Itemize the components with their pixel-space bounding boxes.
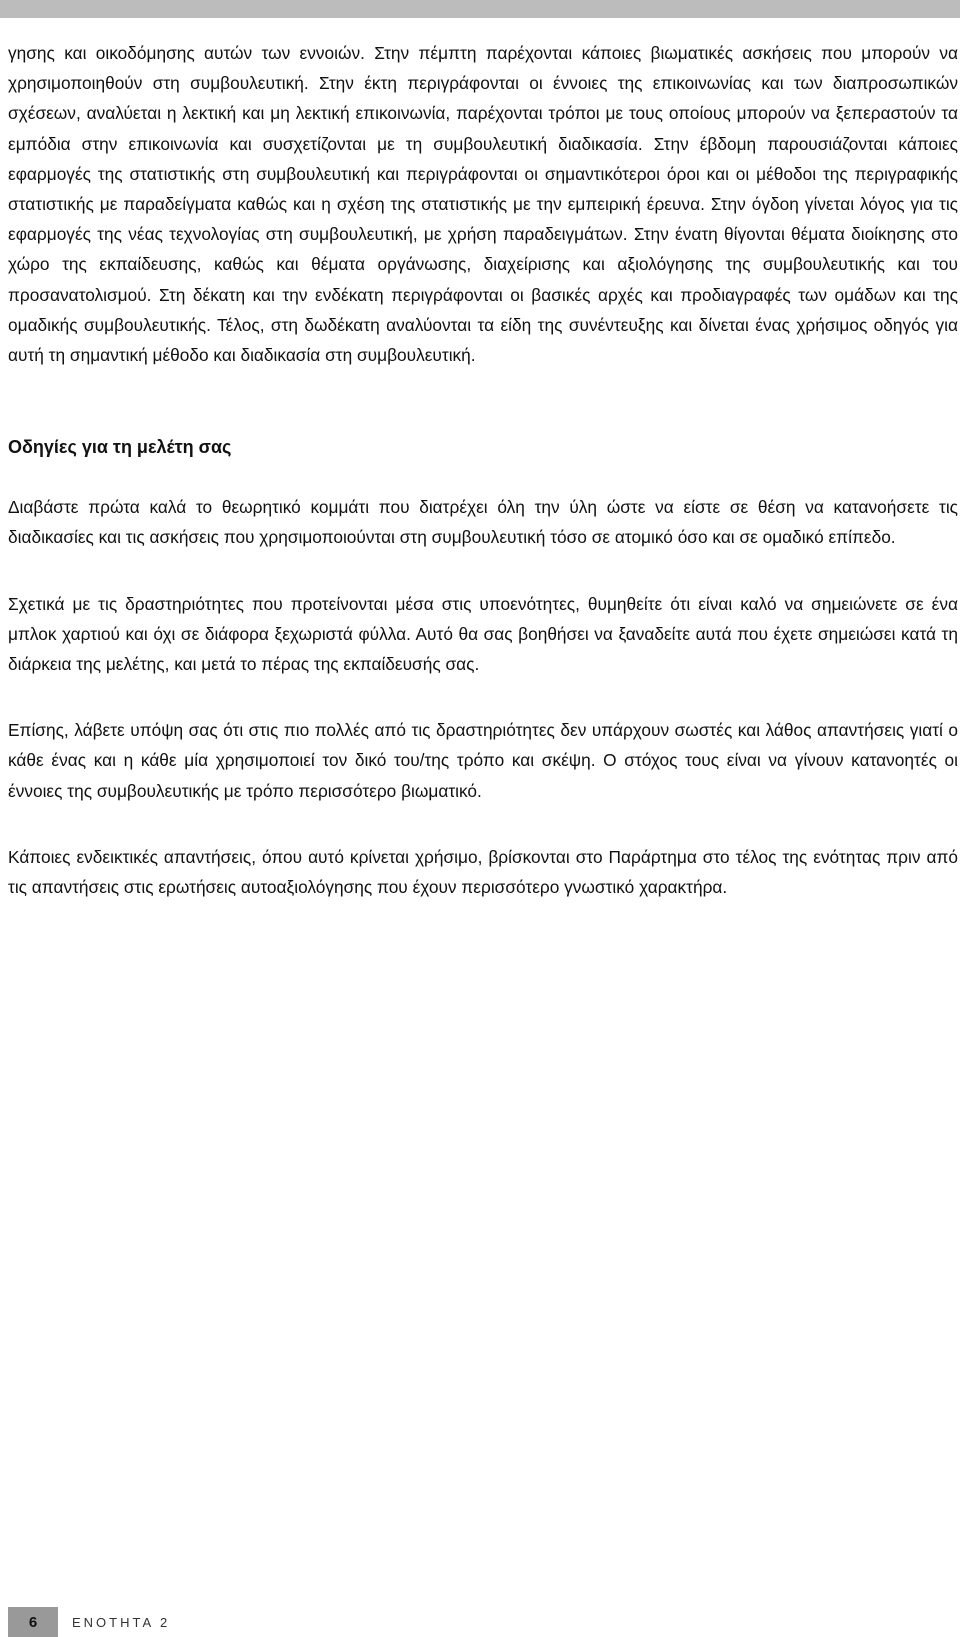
intro-paragraph: γησης και οικοδόμησης αυτών των εννοιών. Στην πέμπτη παρέχονται κάποιες βιωματικές ασκήσεις που μπορούν να χρησιμοποιηθούν στη συμβουλευτική. Στην έκτη περιγράφονται οι έννοιες της επικοινωνίας και των διαπροσωπικών σχέσεων, αναλύεται η λεκτική και μη λεκτική επικοινωνία, παρέχονται τρόποι με τους οποίους μπορούν να ξεπεραστούν τα εμπόδια στην επικοινωνία και συσχετίζονται με τη συμβουλευτική διαδικασία. Στην έβδομη παρουσιάζονται κάποιες εφαρμογές της στατιστικής στη συμβουλευτική και περιγράφονται οι σημαντικότεροι όροι και οι μέθοδοι της περιγραφικής στατιστικής με παραδείγματα καθώς και η σχέση της στατιστικής με την εμπειρική έρευνα. Στην όγδοη γίνεται λόγος για τις εφαρμογές της νέας τεχνολογίας στη συμβουλευτική, με χρήση παραδειγμάτων. Στην ένατη θίγονται θέματα διοίκησης στο χώρο της εκπαίδευσης, καθώς και θέματα οργάνωσης, διαχείρισης και αξιολόγησης της συμβουλευτικής και του προσανατολισμού. Στη δέκατη και την ενδέκατη περιγράφονται οι βασικές αρχές και προδιαγραφές των ομάδων και της ομαδικής συμβουλευτικής. Τέλος, στη δωδέκατη αναλύονται τα είδη της συνέντευξης και δίνεται ένας χρήσιμος οδηγός για αυτή τη σημαντική μέθοδο και διαδικασία στη συμβουλευτική. [8,43,958,366]
page-number: 6 [8,1607,58,1637]
instruction-paragraph-2: Σχετικά με τις δραστηριότητες που προτείνονται μέσα στις υποενότητες, θυμηθείτε ότι είναι καλό να σημειώνετε σε ένα μπλοκ χαρτιού και όχι σε διάφορα ξεχωριστά φύλλα. Αυτό θα σας βοηθήσει να ξαναδείτε αυτά που έχετε σημειώσει κατά τη διάρκεια της μελέτης, και μετά το πέρας της εκπαίδευσής σας. [8,593,958,675]
header-rule [0,0,960,18]
instruction-paragraph-3: Επίσης, λάβετε υπόψη σας ότι στις πιο πολλές από τις δραστηριότητες δεν υπάρχουν σωστές και λάθος απαντήσεις γιατί ο κάθε ένας και η κάθε μία χρησιμοποιεί τον δικό του/της τρόπο και σκέψη. Ο στόχος τους είναι να γίνουν κατανοητές οι έννοιες της συμβουλευτικής με τρόπο περισσότερο βιωματικό. [8,720,958,801]
section-label: ΕΝΟΤΗΤΑ 2 [72,1614,171,1630]
instruction-paragraph-1: Διαβάστε πρώτα καλά το θεωρητικό κομμάτι που διατρέχει όλη την ύλη ώστε να είστε σε θέση να κατανοήσετε τις διαδικασίες και τις ασκήσεις που χρησιμοποιούνται στη συμβουλευτική τόσο σε ατομικό όσο και σε ομαδικό επίπεδο. [8,497,958,548]
page-footer [8,1607,170,1637]
section-heading: Οδηγίες για τη μελέτη σας [8,437,232,458]
page-body [8,38,958,902]
instruction-paragraph-4: Κάποιες ενδεικτικές απαντήσεις, όπου αυτό κρίνεται χρήσιμο, βρίσκονται στο Παράρτημα στο τέλος της ενότητας πριν από τις απαντήσεις στις ερωτήσεις αυτοαξιολόγησης που έχουν περισσότερο γνωστικό χαρακτήρα. [8,846,958,898]
